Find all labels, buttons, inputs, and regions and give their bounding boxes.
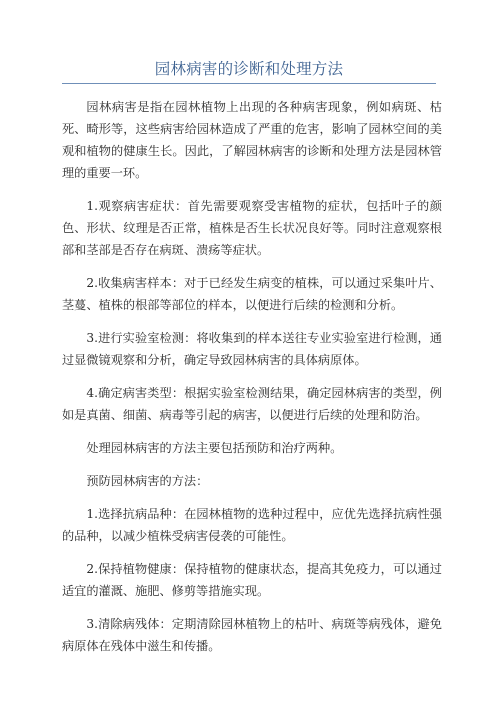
diagnosis-step-1: 1.观察病害症状：首先需要观察受害植物的症状，包括叶子的颜色、形状、纹理是否正常，植株是否生长状况良好等。同时注意观察根部和茎部是否存在病斑、溃疡等症状。	[62, 199, 442, 257]
document-body	[62, 96, 442, 668]
treatment-overview: 处理园林病害的方法主要包括预防和治疗两种。	[86, 441, 343, 455]
diagnosis-step-4: 4.确定病害类型：根据实验室检测结果，确定园林病害的类型，例如是真菌、细菌、病毒等引起的病害，以便进行后续的处理和防治。	[62, 386, 442, 422]
prevention-heading: 预防园林病害的方法：	[86, 474, 209, 488]
intro-paragraph: 园林病害是指在园林植物上出现的各种病害现象，例如病斑、枯死、畸形等，这些病害给园林造成了严重的危害，影响了园林空间的美观和植物的健康生长。因此，了解园林病害的诊断和处理方法是园林管理的重要一环。	[62, 100, 442, 180]
prevention-step-2: 2.保持植物健康：保持植物的健康状态，提高其免疫力，可以通过适宜的灌溉、施肥、修剪等措施实现。	[62, 562, 442, 598]
prevention-step-1: 1.选择抗病品种：在园林植物的选种过程中，应优先选择抗病性强的品种，以减少植株受病害侵袭的可能性。	[62, 507, 442, 543]
diagnosis-step-2: 2.收集病害样本：对于已经发生病变的植株，可以通过采集叶片、茎蔓、植株的根部等部位的样本，以便进行后续的检测和分析。	[62, 276, 442, 312]
diagnosis-step-3: 3.进行实验室检测：将收集到的样本送往专业实验室进行检测，通过显微镜观察和分析，确定导致园林病害的具体病原体。	[62, 331, 442, 367]
prevention-step-3: 3.清除病残体：定期清除园林植物上的枯叶、病斑等病残体，避免病原体在残体中滋生和传播。	[62, 617, 442, 653]
document-title: 园林病害的诊断和处理方法	[154, 60, 344, 78]
title-underline	[62, 83, 436, 84]
